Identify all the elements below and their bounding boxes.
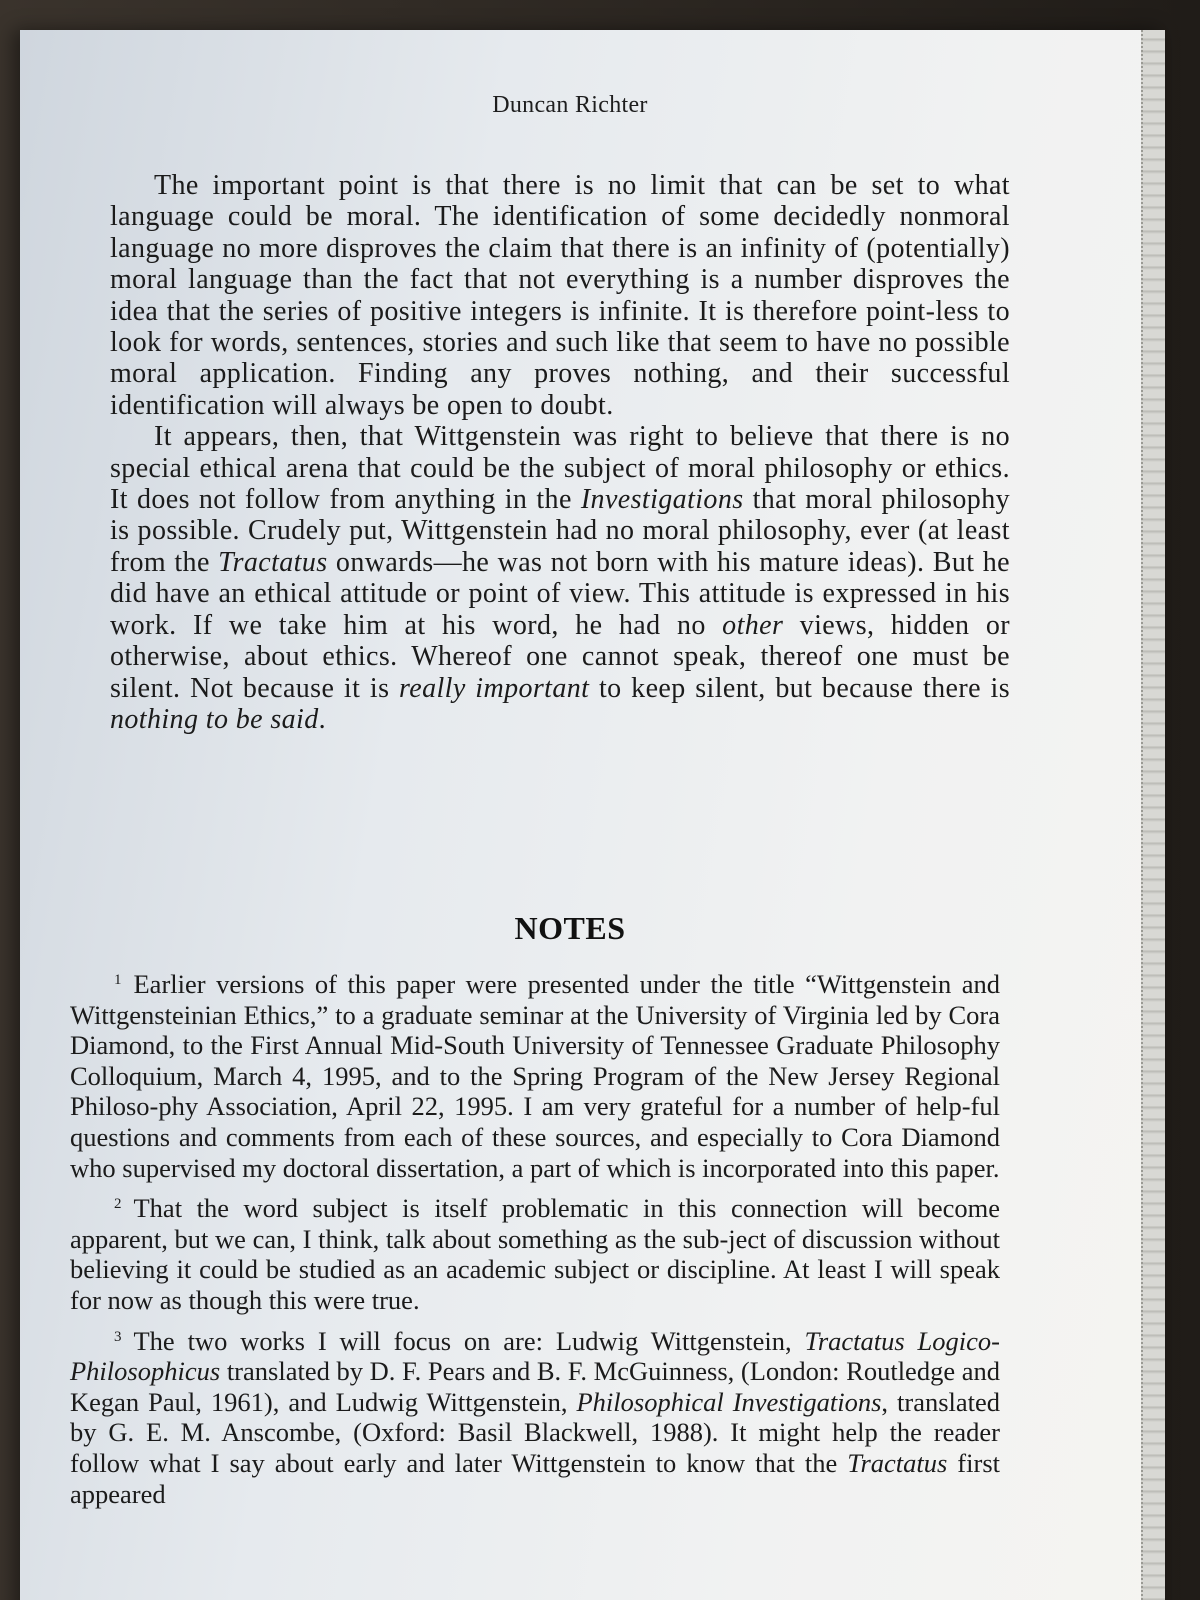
footnote-text: translated by D. F. Pears and B. F. McGuinness, (London: Routledge and Kegan Paul, 1961), and Ludwig Wittgenstein,	[70, 1356, 1000, 1417]
footnote	[70, 965, 1000, 1183]
page-stack-edge	[1141, 30, 1165, 1600]
body-italic-text: Investigations	[580, 484, 744, 516]
body-italic-text: Tractatus	[218, 546, 328, 578]
footnote-text: Earlier versions of this paper were presented under the title “Wittgenstein and Wittgensteinian Ethics,” to a graduate seminar at the University of Virginia led by Cora Diamond, to the First Annual Mid-South University of Tennessee Graduate Philosophy Colloquium, March 4, 1995, and to the Spring Program of the New Jersey Regional Philoso-phy Association, April 22, 1995. I am very grateful for a number of help-ful questions and comments from each of these sources, and especially to Cora Diamond who supervised my doctoral dissertation, a part of which is incorporated into this paper.	[70, 969, 1000, 1183]
body-text: .	[318, 703, 327, 735]
running-head: Duncan Richter	[492, 92, 648, 118]
footnote-number: 2	[114, 1196, 122, 1213]
body-italic-text: other	[722, 609, 784, 641]
footnote-italic-text: Tractatus Logico-Philosophicus	[70, 1325, 1000, 1387]
book-page	[20, 30, 1165, 1600]
footnote	[70, 1189, 1000, 1315]
footnote-italic-text: Philosophical Investigations	[576, 1386, 882, 1417]
body-text: onwards—he was not born with his mature ideas). But he did have an ethical attitude or point of view. This attitude is expressed in his work. If we take him at his word, he had no	[110, 546, 1010, 641]
footnote-text: , translated by G. E. M. Anscombe, (Oxford: Basil Blackwell, 1988). It might help the reader follow what I say about early and later Wittgenstein to know that the	[70, 1386, 1001, 1478]
body-paragraph	[110, 421, 1010, 735]
footnote-number: 1	[114, 972, 122, 988]
body-text: views, hidden or otherwise, about ethics. Whereof one cannot speak, thereof one must be silent. Not because it is	[110, 609, 1011, 704]
body-text: that moral philosophy is possible. Crudely put, Wittgenstein had no moral philosophy, ever (at least from the	[110, 484, 1010, 578]
footnote-number: 3	[114, 1328, 122, 1345]
body-paragraph	[110, 170, 1010, 421]
footnote-italic-text: Tractatus	[847, 1447, 948, 1478]
body-text	[110, 170, 1010, 735]
notes-section	[70, 965, 1000, 1515]
footnote-text: The two works I will focus on are: Ludwig Wittgenstein,	[133, 1325, 805, 1356]
body-italic-text: really important	[399, 672, 590, 704]
body-text: The important point is that there is no limit that can be set to what language could be moral. The identification of some decidedly nonmoral language no more disproves the claim that there is an infinity of (potentially) moral language than the fact that not everything is a number disproves the idea that the series of positive integers is infinite. It is therefore point-less to look for words, sentences, stories and such like that seem to have no possible moral application. Finding any proves nothing, and their successful identification will always be open to doubt.	[110, 170, 1010, 421]
footnote-text: first appeared	[70, 1447, 1000, 1509]
body-text: to keep silent, but because there is	[589, 672, 1011, 704]
footnote	[70, 1322, 1000, 1510]
body-text: It appears, then, that Wittgenstein was right to believe that there is no special ethical arena that could be the subject of moral philosophy or ethics. It does not follow from anything in the	[110, 421, 1010, 516]
footnote-text: That the word subject is itself problematic in this connection will become apparent, but we can, I think, talk about something as the sub-ject of discussion without believing it could be studied as an academic subject or discipline. At least I will speak for now as though this were true.	[70, 1193, 1000, 1315]
body-italic-text: nothing to be said	[110, 703, 319, 735]
notes-heading: NOTES	[514, 910, 626, 946]
